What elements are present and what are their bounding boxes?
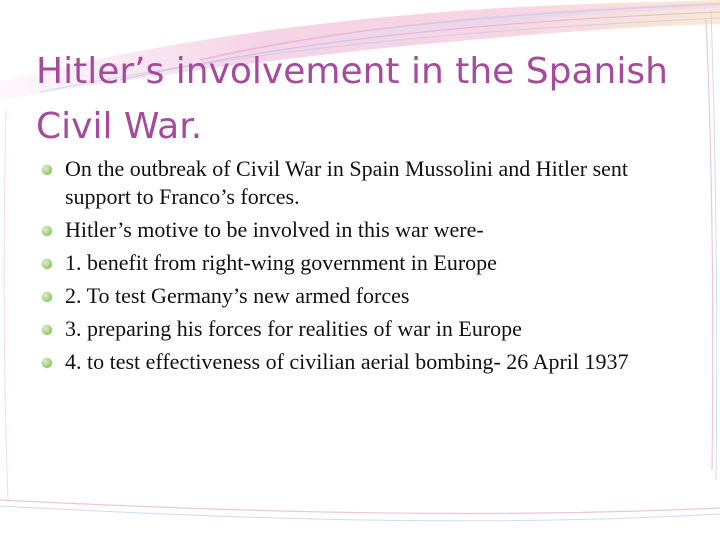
bullet-text: 3. preparing his forces for realities of war in Europe — [65, 316, 522, 341]
bullet-item — [42, 282, 682, 310]
bullet-text: On the outbreak of Civil War in Spain Mussolini and Hitler sent support to Franco’s forces. — [65, 156, 629, 209]
bullet-item — [42, 249, 682, 277]
bullet-text: 4. to test effectiveness of civilian aerial bombing- 26 April 1937 — [65, 349, 629, 374]
bullet-dot-icon — [42, 259, 52, 269]
bullet-dot-icon — [42, 325, 52, 335]
bullet-dot-icon — [42, 226, 52, 236]
bullet-text: 1. benefit from right-wing government in Europe — [65, 250, 497, 275]
bullet-dot-icon — [42, 358, 52, 368]
slide-title: Hitler’s involvement in the Spanish Civil War. — [36, 51, 668, 147]
bullet-item — [42, 348, 682, 376]
bullet-dot-icon — [42, 292, 52, 302]
bullet-item — [42, 216, 682, 244]
bullet-item — [42, 155, 682, 211]
bullet-item — [42, 315, 682, 343]
bullet-text: 2. To test Germany’s new armed forces — [65, 283, 410, 308]
bullet-text: Hitler’s motive to be involved in this war were- — [65, 217, 484, 242]
bullet-dot-icon — [42, 165, 52, 175]
bullet-list — [42, 155, 682, 381]
